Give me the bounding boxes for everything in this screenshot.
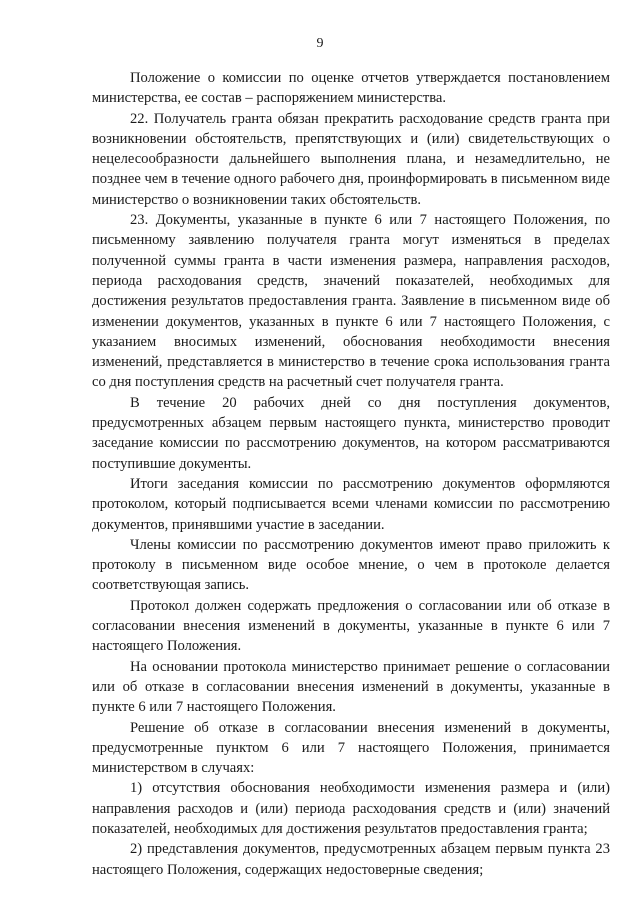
- paragraph-23-protocol-content: Протокол должен содержать предложения о согласовании или об отказе в согласовании внесения изменений в документы, указанные в пункте 6 или 7 настоящего Положения.: [92, 597, 610, 655]
- paragraph-23: 23. Документы, указанные в пункте 6 или 7 настоящего Положения, по письменному заявлению получателя гранта могут изменяться в пределах полученной суммы гранта в части изменения размера, направления расходов, периода расходования средств, значений показателей, необходимых для достижения результатов предоставления гранта. Заявление в письменном виде об изменении документов, указанных в пункте 6 или 7 настоящего Положения, с указанием вносимых изменений, обоснования необходимости внесения изменений, представляется в министерство в течение срока использования гранта со дня поступления средств на расчетный счет получателя гранта.: [92, 212, 610, 391]
- paragraph-23-decision: На основании протокола министерство принимает решение о согласовании или об отказе в согласовании внесения изменений в документы, указанные в пункте 6 или 7 настоящего Положения.: [92, 658, 610, 716]
- page-number: 9: [316, 36, 324, 51]
- paragraph-23-review-period: В течение 20 рабочих дней со дня поступления документов, предусмотренных абзацем первым настоящего пункта, министерство проводит заседание комиссии по рассмотрению документов, на котором рассматриваются поступившие документы.: [92, 394, 610, 472]
- paragraph-23-protocol: Итоги заседания комиссии по рассмотрению документов оформляются протоколом, который подписывается всеми членами комиссии по рассмотрению документов, принявшими участие в заседании.: [92, 475, 610, 533]
- list-item-refusal-2: 2) представления документов, предусмотренных абзацем первым пункта 23 настоящего Положения, содержащих недостоверные сведения;: [92, 841, 610, 878]
- paragraph-commission-regulation: Положение о комиссии по оценке отчетов утверждается постановлением министерства, ее состав – распоряжением министерства.: [92, 70, 610, 107]
- paragraph-23-refusal-intro: Решение об отказе в согласовании внесения изменений в документы, предусмотренные пунктом 6 или 7 настоящего Положения, принимается министерством в случаях:: [92, 719, 610, 777]
- paragraph-23-dissenting-opinion: Члены комиссии по рассмотрению документов имеют право приложить к протоколу в письменном виде особое мнение, о чем в протоколе делается соответствующая запись.: [92, 536, 610, 594]
- list-item-refusal-1: 1) отсутствия обоснования необходимости изменения размера и (или) направления расходов и (или) периода расходования средств и (или) значений показателей, необходимых для достижения результатов предоставления гранта;: [92, 780, 610, 837]
- document-body: [92, 68, 610, 880]
- paragraph-22: 22. Получатель гранта обязан прекратить расходование средств гранта при возникновении обстоятельств, препятствующих и (или) свидетельствующих о нецелесообразности дальнейшего выполнения плана, и незамедлительно, не позднее чем в течение одного рабочего дня, проинформировать в письменном виде министерство о возникновении таких обстоятельств.: [92, 110, 610, 208]
